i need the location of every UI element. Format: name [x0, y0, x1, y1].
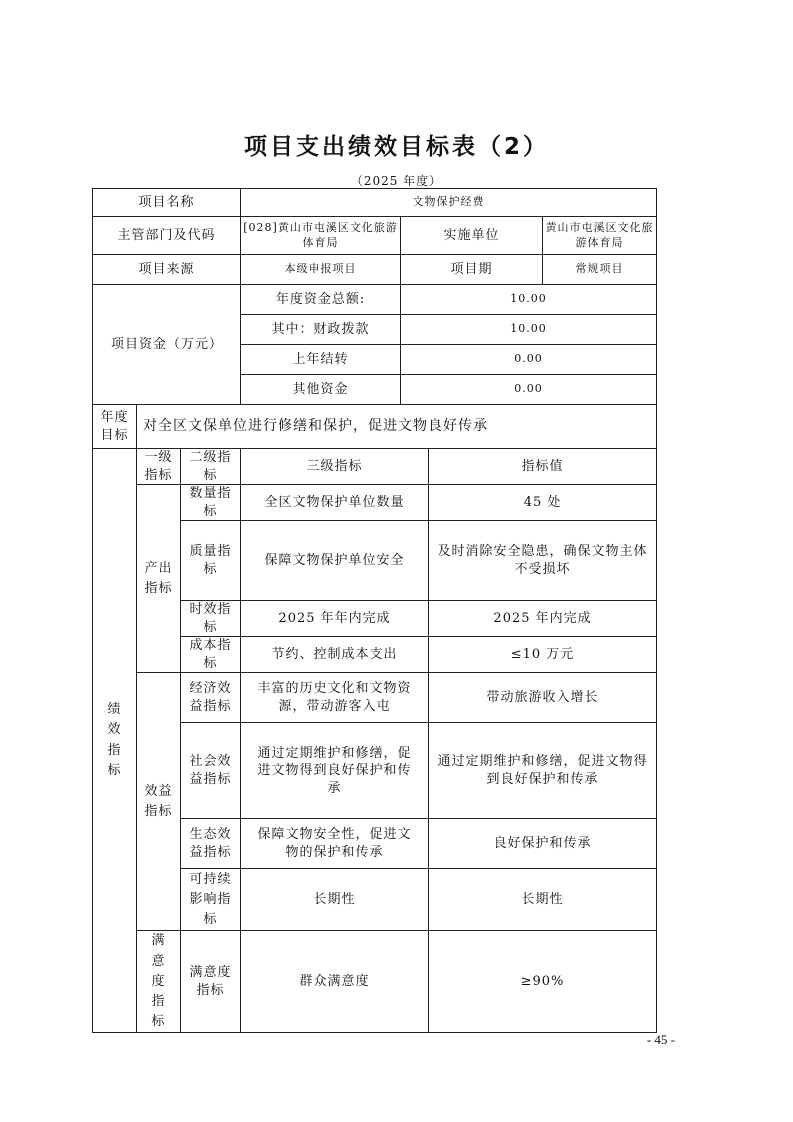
output-label: 产出指标 — [137, 485, 181, 673]
header-level1: 一级指标 — [137, 449, 181, 485]
funds-row-label: 其中：财政拨款 — [241, 315, 401, 345]
value-cell: 2025 年内完成 — [429, 601, 657, 637]
source-value: 本级申报项目 — [241, 255, 401, 285]
perf-label: 绩效指标 — [93, 449, 137, 1033]
value-cell: ≥90% — [429, 931, 657, 1033]
performance-table — [92, 188, 657, 1033]
impl-unit-value: 黄山市屯溪区文化旅游体育局 — [543, 217, 657, 255]
level2-cell: 经济效益指标 — [181, 673, 241, 723]
header-level2: 二级指标 — [181, 449, 241, 485]
funds-row-value: 10.00 — [401, 285, 657, 315]
level2-cell: 可持续影响指标 — [181, 869, 241, 931]
level3-cell: 通过定期维护和修缮，促进文物得到良好保护和传承 — [241, 723, 429, 819]
benefit-label: 效益指标 — [137, 673, 181, 931]
funds-row-label: 上年结转 — [241, 345, 401, 375]
value-cell: 带动旅游收入增长 — [429, 673, 657, 723]
satisfaction-label: 满意度指标 — [137, 931, 181, 1033]
level2-cell: 满意度指标 — [181, 931, 241, 1033]
dept-label: 主管部门及代码 — [93, 217, 241, 255]
annual-goal-value: 对全区文保单位进行修缮和保护，促进文物良好传承 — [137, 405, 657, 449]
value-cell: ≤10 万元 — [429, 637, 657, 673]
header-level3: 三级指标 — [241, 449, 429, 485]
level3-cell: 丰富的历史文化和文物资源，带动游客入屯 — [241, 673, 429, 723]
period-value: 常规项目 — [543, 255, 657, 285]
value-cell: 通过定期维护和修缮，促进文物得到良好保护和传承 — [429, 723, 657, 819]
value-cell: 长期性 — [429, 869, 657, 931]
project-name-label: 项目名称 — [93, 189, 241, 217]
value-cell: 45 处 — [429, 485, 657, 521]
funds-row-label: 年度资金总额: — [241, 285, 401, 315]
year-label: （2025 年度） — [350, 174, 443, 188]
page-number: - 45 - — [646, 1032, 675, 1047]
level3-cell: 2025 年年内完成 — [241, 601, 429, 637]
source-label: 项目来源 — [93, 255, 241, 285]
period-label: 项目期 — [401, 255, 543, 285]
header-value: 指标值 — [429, 449, 657, 485]
funds-row-value: 0.00 — [401, 345, 657, 375]
funds-row-value: 0.00 — [401, 375, 657, 405]
level3-cell: 保障文物安全性，促进文物的保护和传承 — [241, 819, 429, 869]
value-cell: 及时消除安全隐患，确保文物主体不受损坏 — [429, 521, 657, 601]
level2-cell: 数量指标 — [181, 485, 241, 521]
level3-cell: 全区文物保护单位数量 — [241, 485, 429, 521]
level3-cell: 群众满意度 — [241, 931, 429, 1033]
dept-value: [028]黄山市屯溪区文化旅游体育局 — [241, 217, 401, 255]
level3-cell: 节约、控制成本支出 — [241, 637, 429, 673]
page-title: 项目支出绩效目标表（2） — [243, 134, 549, 160]
level2-cell: 社会效益指标 — [181, 723, 241, 819]
project-name-value: 文物保护经费 — [241, 189, 657, 217]
level2-cell: 时效指标 — [181, 601, 241, 637]
level2-cell: 生态效益指标 — [181, 819, 241, 869]
level2-cell: 质量指标 — [181, 521, 241, 601]
funds-row-value: 10.00 — [401, 315, 657, 345]
level3-cell: 保障文物保护单位安全 — [241, 521, 429, 601]
funds-label: 项目资金（万元） — [93, 285, 241, 405]
level2-cell: 成本指标 — [181, 637, 241, 673]
impl-unit-label: 实施单位 — [401, 217, 543, 255]
level3-cell: 长期性 — [241, 869, 429, 931]
annual-goal-label: 年度目标 — [93, 405, 137, 449]
funds-row-label: 其他资金 — [241, 375, 401, 405]
value-cell: 良好保护和传承 — [429, 819, 657, 869]
